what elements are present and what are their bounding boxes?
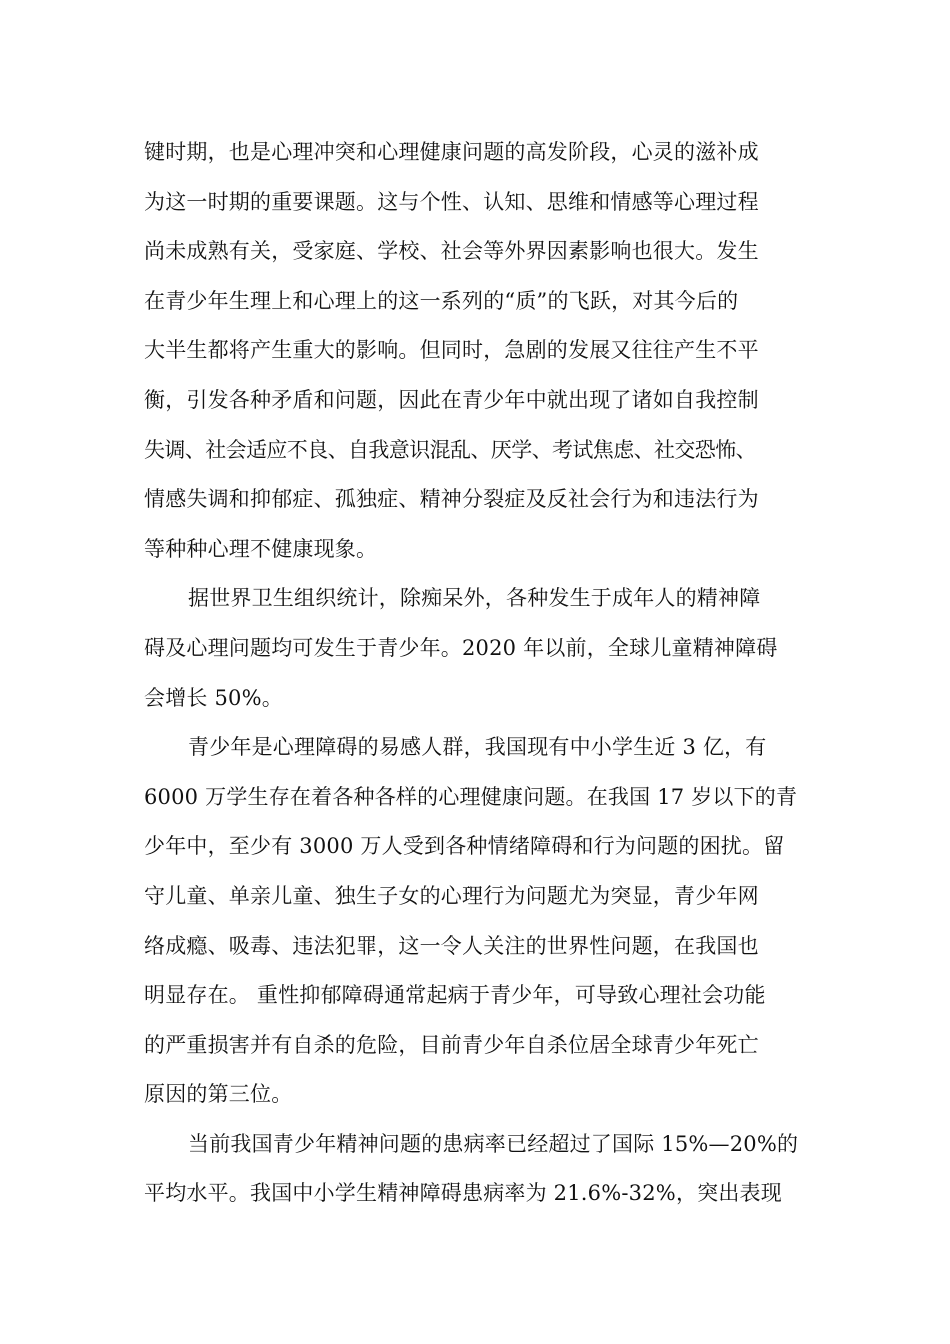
text-line: 键时期，也是心理冲突和心理健康问题的高发阶段，心灵的滋补成 (144, 140, 759, 164)
text-line: 大半生都将产生重大的影响。但同时，急剧的发展又往往产生不平 (144, 338, 759, 363)
text-line: 情感失调和抑郁症、孤独症、精神分裂症及反社会行为和违法行为 (144, 487, 759, 512)
text-line: 的严重损害并有自杀的危险，目前青少年自杀位居全球青少年死亡 (144, 1032, 759, 1057)
text-line: 少年中，至少有 3000 万人受到各种情绪障碍和行为问题的困扰。留 (144, 834, 785, 859)
text-line: 平均水平。我国中小学生精神障碍患病率为 21.6%-32%，突出表现 (144, 1181, 782, 1206)
text-line: 失调、社会适应不良、自我意识混乱、厌学、考试焦虑、社交恐怖、 (144, 437, 756, 462)
text-line: 在青少年生理上和心理上的这一系列的“质”的飞跃，对其今后的 (144, 288, 739, 313)
text-line: 会增长 50%。 (144, 685, 283, 710)
text-line: 尚未成熟有关，受家庭、学校、社会等外界因素影响也很大。发生 (144, 239, 759, 264)
text-line: 等种种心理不健康现象。 (144, 536, 378, 561)
text-line: 为这一时期的重要课题。这与个性、认知、思维和情感等心理过程 (144, 189, 759, 214)
text-line: 守儿童、单亲儿童、独生子女的心理行为问题尤为突显，青少年网 (144, 883, 759, 908)
text-line: 当前我国青少年精神问题的患病率已经超过了国际 15%—20%的 (188, 1131, 799, 1156)
text-line: 络成瘾、吸毒、违法犯罪，这一令人关注的世界性问题，在我国也 (144, 933, 759, 958)
text-line: 青少年是心理障碍的易感人群，我国现有中小学生近 3 亿，有 (188, 735, 767, 760)
text-line: 6000 万学生存在着各种各样的心理健康问题。在我国 17 岁以下的青 (144, 784, 798, 809)
text-line: 碍及心理问题均可发生于青少年。2020 年以前，全球儿童精神障碍 (144, 635, 778, 660)
text-line: 明显存在。 重性抑郁障碍通常起病于青少年，可导致心理社会功能 (144, 983, 766, 1008)
text-line: 原因的第三位。 (144, 1082, 293, 1107)
text-line: 据世界卫生组织统计，除痴呆外，各种发生于成年人的精神障 (188, 586, 761, 611)
body-text (144, 128, 814, 1219)
text-line: 衡，引发各种矛盾和问题，因此在青少年中就出现了诸如自我控制 (144, 387, 759, 412)
